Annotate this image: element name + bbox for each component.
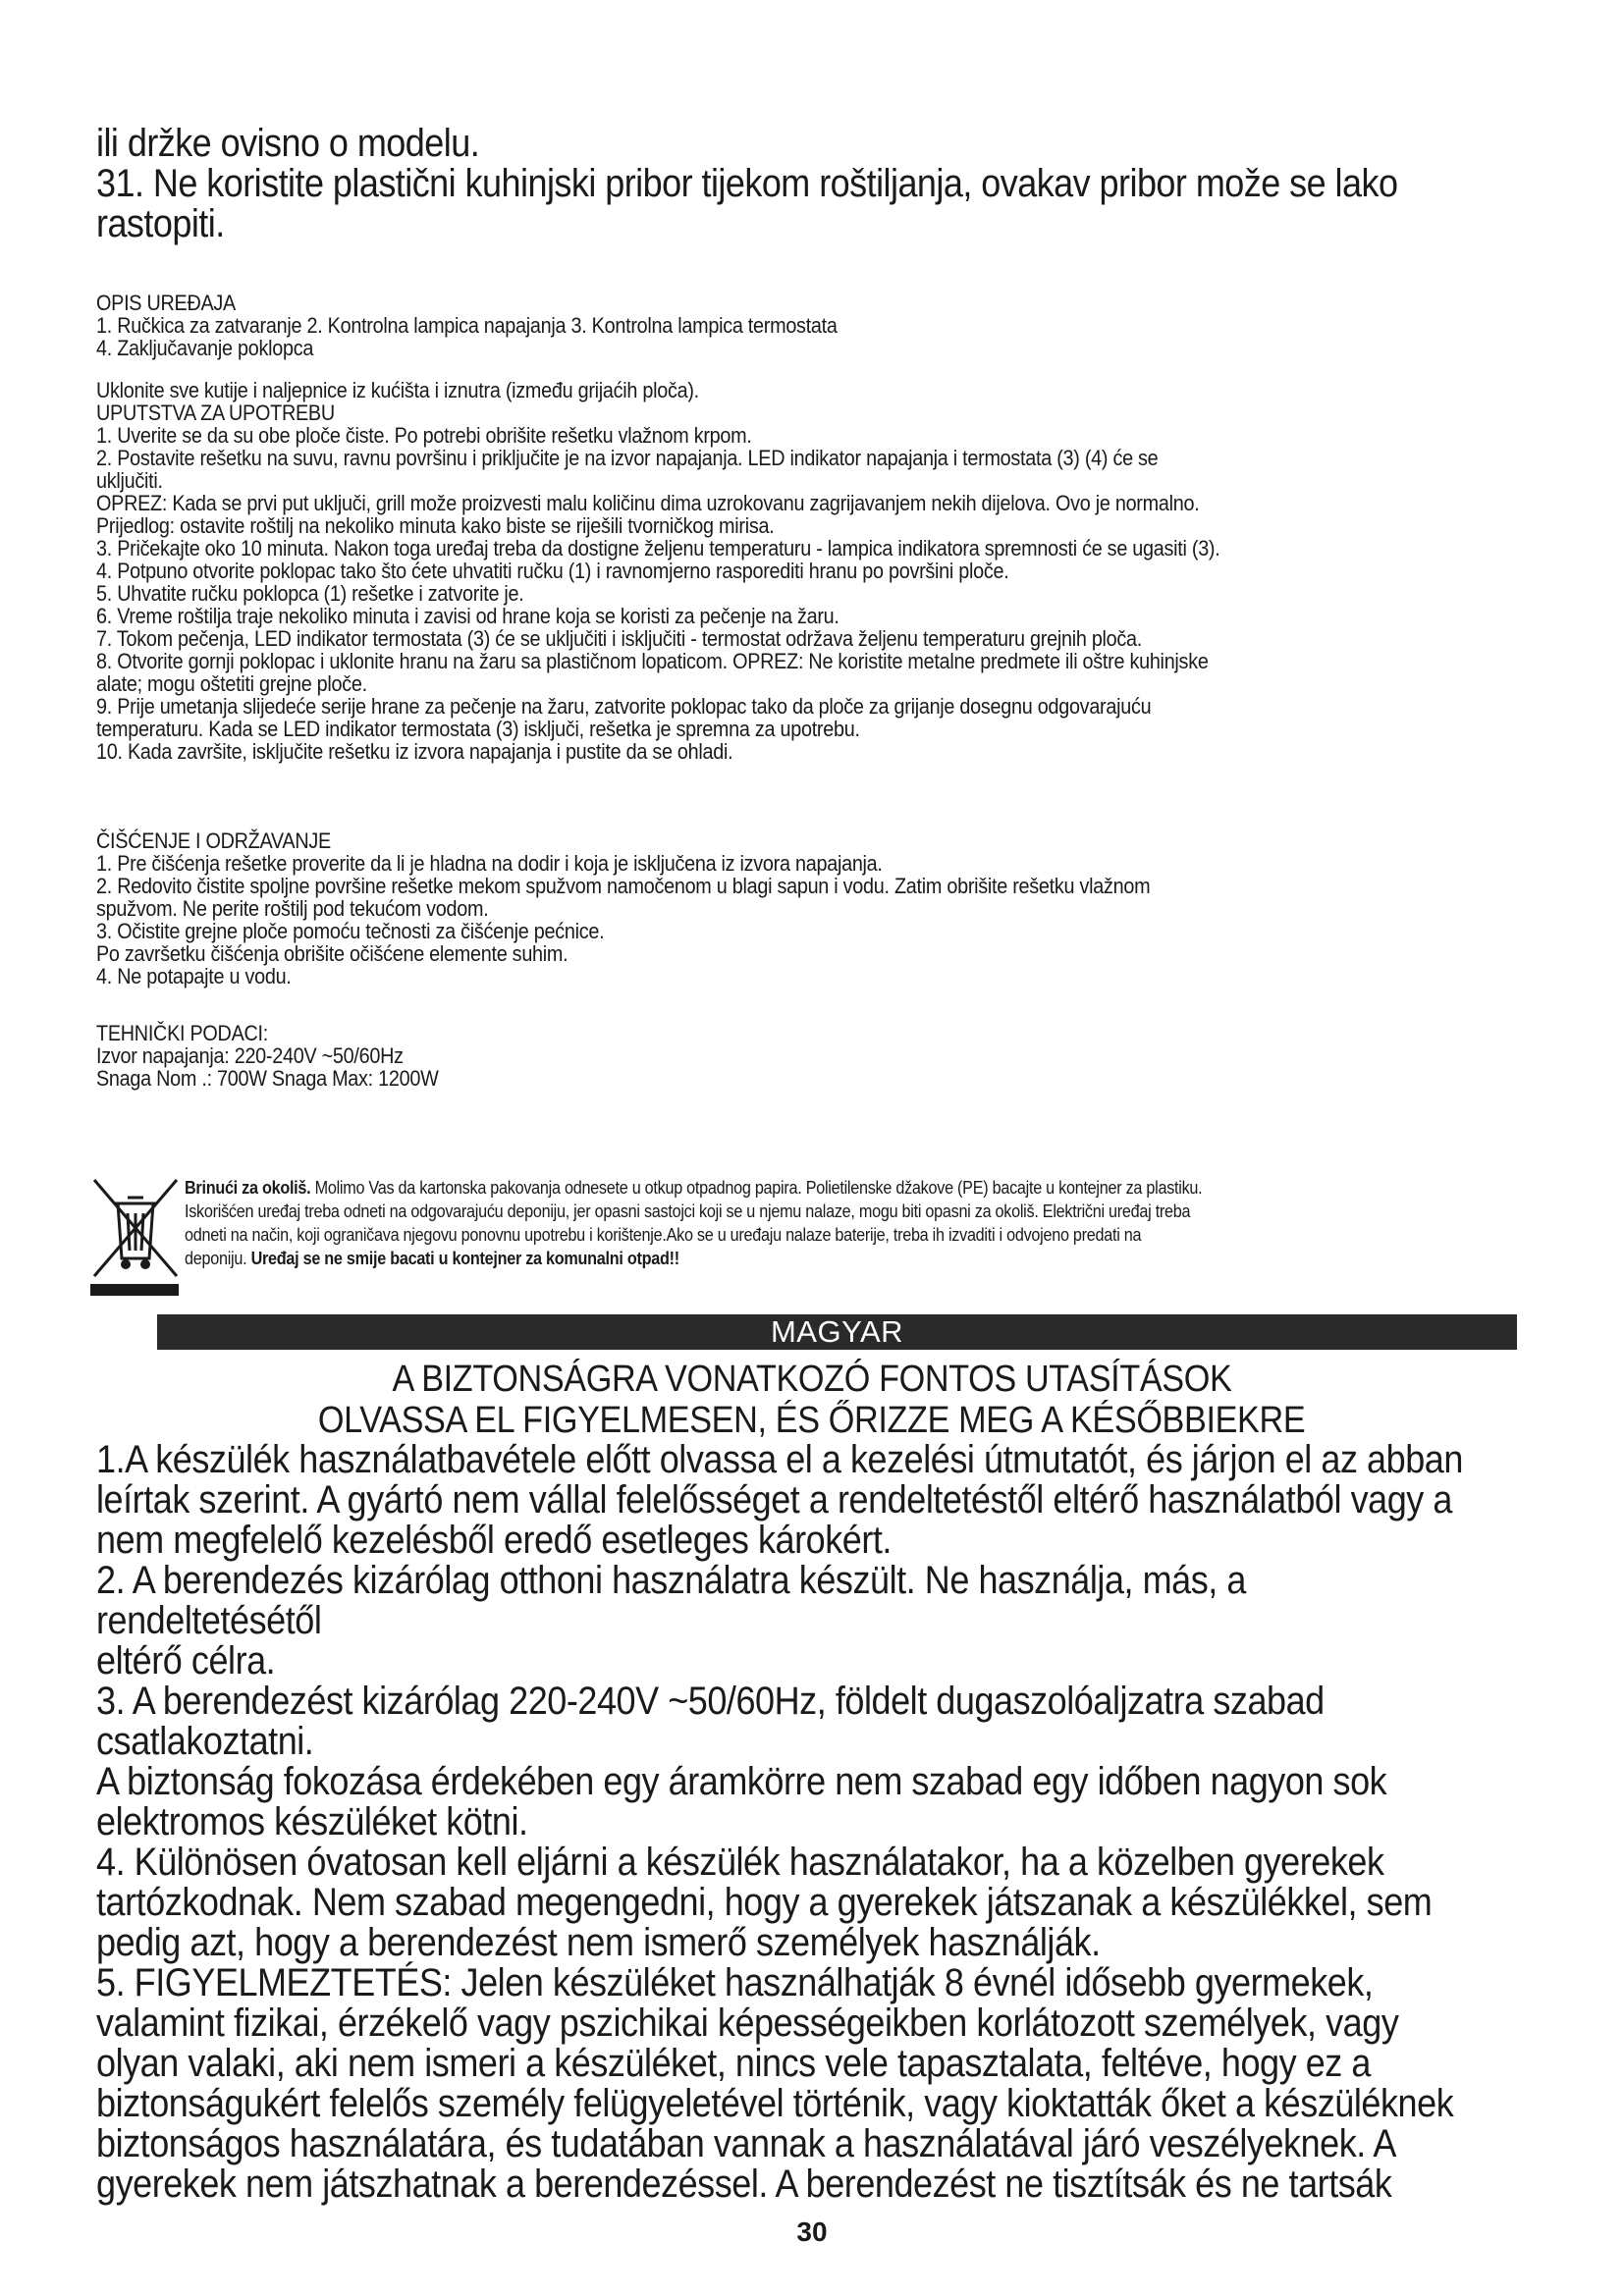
text-line: 4. Zaključavanje poklopca <box>96 336 314 360</box>
text-line: ili držke ovisno o modelu. <box>96 122 480 165</box>
text-line: 1. Ručkica za zatvaranje 2. Kontrolna lampica napajanja 3. Kontrolna lampica termostata <box>96 313 838 338</box>
text-line: Po završetku čišćenja obrišite očišćene elemente suhim. <box>96 941 568 966</box>
technical-data <box>96 1022 1528 1090</box>
text-line: rastopiti. <box>96 202 225 245</box>
title-text: A BIZTONSÁGRA VONATKOZÓ FONTOS UTASÍTÁSOK <box>392 1359 1232 1400</box>
notice-bold: Brinući za okoliš. <box>185 1178 311 1198</box>
text-line: 4. Potpuno otvorite poklopac tako što ćete uhvatiti ručku (1) i ravnomjerno rasporediti hranu po površini ploče. <box>96 559 1009 583</box>
title-text: OLVASSA EL FIGYELMESEN, ÉS ŐRIZZE MEG A KÉSŐBBIEKRE <box>318 1400 1306 1441</box>
page-number: 30 <box>796 2216 828 2247</box>
text-line: biztonságukért felelős személy felügyeletével történik, vagy kioktatták őket a készüléknek <box>96 2082 1454 2125</box>
text-line: 8. Otvorite gornji poklopac i uklonite hranu na žaru sa plastičnom lopaticom. OPREZ: Ne koristite metalne predmete ili oštre kuhinjske <box>96 649 1209 673</box>
notice-text <box>185 1176 1545 1270</box>
text-line: Izvor napajanja: 220-240V ~50/60Hz <box>96 1043 404 1068</box>
section-heading: UPUTSTVA ZA UPOTREBU <box>96 400 335 425</box>
text-line: 1. Uverite se da su obe ploče čiste. Po potrebi obrišite rešetku vlažnom krpom. <box>96 423 752 448</box>
hungarian-subtitle-line <box>0 1401 1624 1440</box>
banner-label: MAGYAR <box>770 1314 904 1349</box>
text-line: nem megfelelő kezelésből eredő esetleges károkért. <box>96 1519 892 1562</box>
notice-span: deponiju. <box>185 1249 251 1268</box>
text-line: pedig azt, hogy a berendezést nem ismerő személyek használják. <box>96 1921 1101 1964</box>
text-line: alate; mogu oštetiti grejne ploče. <box>96 671 367 696</box>
text-line: olyan valaki, aki nem ismeri a készüléket, nincs vele tapasztalata, feltéve, hogy ez a <box>96 2042 1371 2085</box>
device-description <box>96 292 1528 359</box>
text-line: 6. Vreme roštilja traje nekoliko minuta i zavisi od hrane koja se koristi za pečenje na žaru. <box>96 604 839 628</box>
text-line: 1. Pre čišćenja rešetke proverite da li je hladna na dodir i koja je isključena iz izvora napajanja. <box>96 851 883 876</box>
croatian-section <box>96 124 1530 1090</box>
text-line: 2. Redovito čistite spoljne površine rešetke mekom spužvom namočenom u blagi sapun i vodu. Zatim obrišite rešetku vlažnom <box>96 874 1151 898</box>
text-line: 31. Ne koristite plastični kuhinjski pribor tijekom roštiljanja, ovakav pribor može se lako <box>96 162 1398 205</box>
crossed-out-wheelie-bin-icon <box>88 1174 183 1298</box>
text-line: temperaturu. Kada se LED indikator termostata (3) isključi, rešetka je spremna za upotrebu. <box>96 717 860 741</box>
text-line: 5. Uhvatite ručku poklopca (1) rešetke i zatvorite je. <box>96 581 524 606</box>
text-line: 9. Prije umetanja slijedeće serije hrane za pečenje na žaru, zatvorite poklopac tako da ploče za grijanje dosegnu odgovarajuću <box>96 694 1152 719</box>
text-line: csatlakoztatni. <box>96 1720 314 1763</box>
text-line: 10. Kada završite, isključite rešetku iz izvora napajanja i pustite da se ohladi. <box>96 739 733 764</box>
text-line: A biztonság fokozása érdekében egy áramkörre nem szabad egy időben nagyon sok <box>96 1760 1387 1803</box>
text-line: 3. Očistite grejne ploče pomoću tečnosti za čišćenje pećnice. <box>96 919 605 943</box>
section-heading: OPIS UREĐAJA <box>96 291 237 315</box>
hungarian-safety-text <box>96 1440 1475 2205</box>
text-line: valamint fizikai, érzékelő vagy pszichikai képességeikben korlátozott személyek, vagy <box>96 2002 1399 2045</box>
text-line: Uklonite sve kutije i naljepnice iz kućišta i iznutra (između grijaćih ploča). <box>96 378 699 402</box>
text-line: uključiti. <box>96 468 163 493</box>
text-line: 3. Pričekajte oko 10 minuta. Nakon toga uređaj treba da dostigne željenu temperaturu - lampica indikatora spremnosti će se ugasiti (3). <box>96 536 1220 561</box>
text-line: elektromos készüléket kötni. <box>96 1800 528 1843</box>
section-heading: TEHNIČKI PODACI: <box>96 1021 269 1045</box>
text-line: 2. Postavite rešetku na suvu, ravnu površinu i priključite je na izvor napajanja. LED indikator napajanja i termostata (3) (4) će se <box>96 446 1159 470</box>
notice-line: Iskorišćen uređaj treba odneti na odgovarajuću deponiju, jer opasni sastojci koji se u njemu nalaze, mogu biti opasni za okoliš. Električni uređaj treba <box>185 1201 1191 1221</box>
notice-line <box>185 1247 1545 1270</box>
text-line: 1.A készülék használatbavétele előtt olvassa el a kezelési útmutatót, és járjon el az abban <box>96 1438 1463 1481</box>
text-line: spužvom. Ne perite roštilj pod tekućom vodom. <box>96 896 489 921</box>
text-line: 5. FIGYELMEZTETÉS: Jelen készüléket használhatják 8 évnél idősebb gyermekek, <box>96 1961 1374 2004</box>
hungarian-title-line <box>0 1360 1624 1399</box>
intro-text <box>96 124 1528 244</box>
usage-instructions <box>96 379 1528 763</box>
notice-span: Molimo Vas da kartonska pakovanja odnesete u otkup otpadnog papira. Polietilenske džakove (PE) bacajte u kontejner za plastiku. <box>310 1178 1203 1198</box>
environment-notice <box>88 1174 1542 1302</box>
text-line: 4. Ne potapajte u vodu. <box>96 964 292 988</box>
text-line: biztonságos használatára, és tudatában vannak a használatával járó veszélyeknek. A <box>96 2122 1396 2165</box>
text-line: 7. Tokom pečenja, LED indikator termostata (3) će se uključiti i isključiti - termostat održava željenu temperaturu grejnih ploča. <box>96 626 1143 651</box>
text-line: OPREZ: Kada se prvi put uključi, grill može proizvesti malu količinu dima uzrokovanu zagrijavanjem nekih dijelova. Ovo je normalno. <box>96 491 1200 515</box>
text-line: gyerekek nem játszhatnak a berendezéssel. A berendezést ne tisztítsák és ne tartsák <box>96 2163 1392 2206</box>
text-line: 2. A berendezés kizárólag otthoni használatra készült. Ne használja, más, a rendeltetésétől <box>96 1559 1246 1642</box>
text-line: 4. Különösen óvatosan kell eljárni a készülék használatakor, ha a közelben gyerekek <box>96 1841 1384 1884</box>
text-line: tartózkodnak. Nem szabad megengedni, hogy a gyerekek játszanak a készülékkel, sem <box>96 1881 1433 1924</box>
text-line: eltérő célra. <box>96 1639 276 1682</box>
section-heading: ČIŠĆENJE I ODRŽAVANJE <box>96 828 331 853</box>
cleaning-section <box>96 829 1528 988</box>
notice-bold-warning: Uređaj se ne smije bacati u kontejner za komunalni otpad!! <box>250 1249 679 1268</box>
text-line: Snaga Nom .: 700W Snaga Max: 1200W <box>96 1066 439 1091</box>
text-line: leírtak szerint. A gyártó nem vállal felelősséget a rendeltetéstől eltérő használatból vagy a <box>96 1478 1452 1522</box>
text-line: Prijedlog: ostavite roštilj na nekoliko minuta kako biste se riješili tvorničkog mirisa. <box>96 513 775 538</box>
notice-line <box>185 1176 1545 1200</box>
text-line: 3. A berendezést kizárólag 220-240V ~50/60Hz, földelt dugaszolóaljzatra szabad <box>96 1680 1325 1723</box>
notice-line: odneti na način, koji ograničava njegovu ponovnu upotrebu i korištenje.Ako se u uređaju nalaze baterije, treba ih izvaditi i odvojeno predati na <box>185 1225 1142 1245</box>
language-banner <box>157 1314 1517 1350</box>
